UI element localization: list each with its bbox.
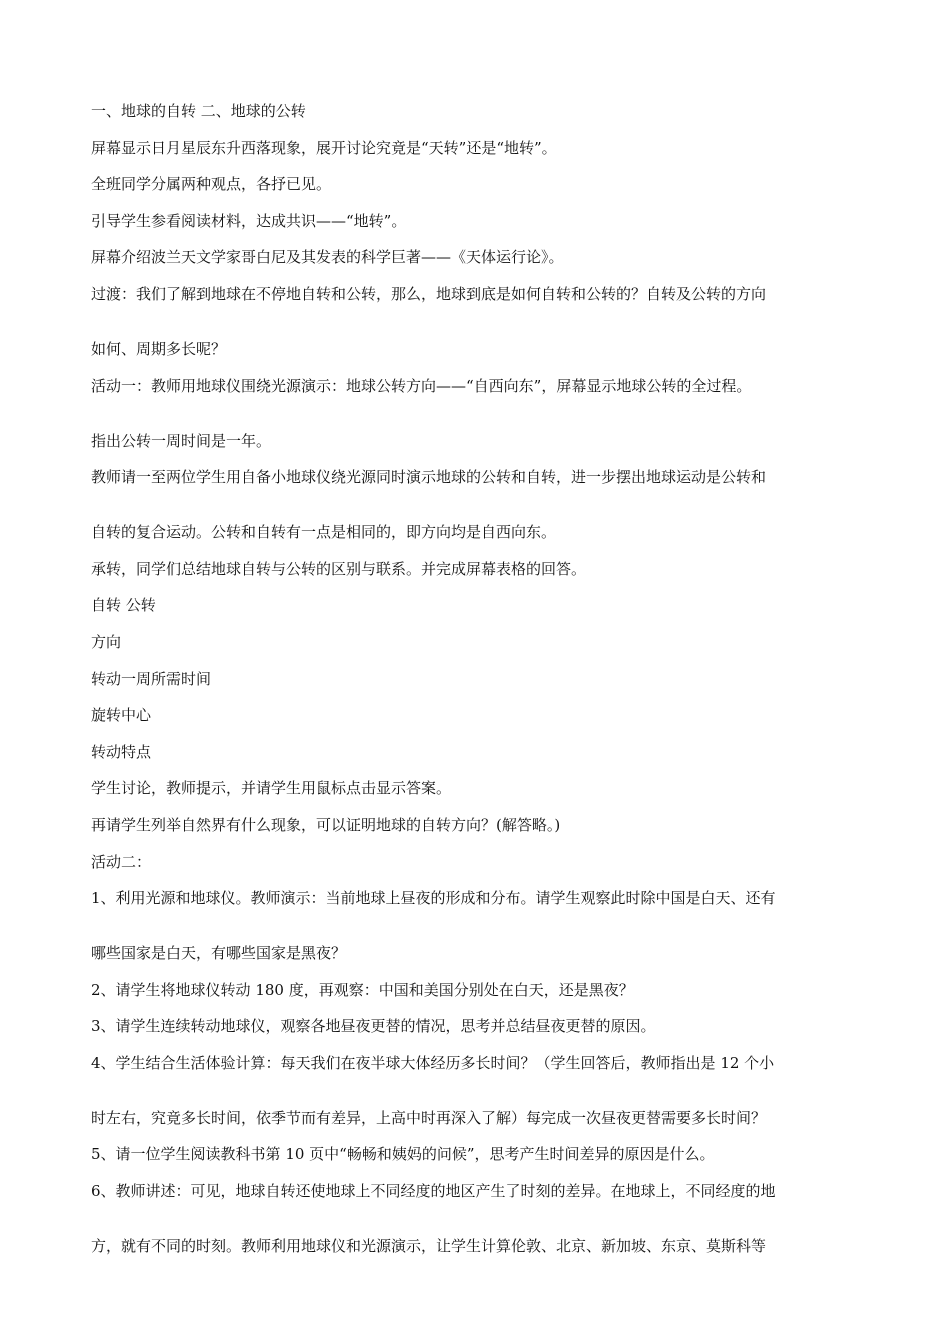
paragraph-continuation: 指出公转一周时间是一年。: [91, 431, 272, 450]
list-item-continuation: 哪些国家是白天，有哪些国家是黑夜？: [91, 944, 347, 963]
paragraph-continuation: 自转的复合运动。公转和自转有一点是相同的，即方向均是自西向东。: [91, 523, 557, 542]
list-item: 6、教师讲述：可见，地球自转还使地球上不同经度的地区产生了时刻的差异。在地球上，不同经度的地: [91, 1182, 776, 1201]
paragraph: 再请学生列举自然界有什么现象，可以证明地球的自转方向？(解答略。): [91, 815, 561, 834]
paragraph: 引导学生参看阅读材料，达成共识——“地转”。: [91, 211, 407, 230]
list-item: 4、学生结合生活体验计算：每天我们在夜半球大体经历多长时间？（学生回答后，教师指出是 12 个小: [91, 1053, 775, 1072]
paragraph: 屏幕显示日月星辰东升西落现象，展开讨论究竟是“天转”还是“地转”。: [91, 138, 557, 157]
list-item: 1、利用光源和地球仪。教师演示：当前地球上昼夜的形成和分布。请学生观察此时除中国是白天、还有: [91, 889, 776, 908]
table-header-row: 自转 公转: [91, 596, 156, 615]
paragraph-continuation: 如何、周期多长呢？: [91, 339, 227, 358]
list-item: 3、请学生连续转动地球仪，观察各地昼夜更替的情况，思考并总结昼夜更替的原因。: [91, 1017, 656, 1036]
table-row-label: 转动特点: [91, 742, 152, 761]
table-row-label: 方向: [91, 632, 122, 651]
list-item-continuation: 方，就有不同的时刻。教师利用地球仪和光源演示，让学生计算伦敦、北京、新加坡、东京、莫斯科等: [91, 1237, 767, 1256]
document-body: [91, 101, 863, 1273]
section-heading: 一、地球的自转 二、地球的公转: [91, 102, 306, 120]
paragraph: 承转，同学们总结地球自转与公转的区别与联系。并完成屏幕表格的回答。: [91, 559, 587, 578]
activity-heading: 活动二：: [91, 852, 152, 871]
list-item: 2、请学生将地球仪转动 180 度，再观察：中国和美国分别处在白天，还是黑夜？: [91, 980, 634, 999]
paragraph: 屏幕介绍波兰天文学家哥白尼及其发表的科学巨著——《天体运行论》。: [91, 248, 564, 267]
table-row-label: 旋转中心: [91, 706, 152, 725]
paragraph: 教师请一至两位学生用自备小地球仪绕光源同时演示地球的公转和自转，进一步摆出地球运动是公转和: [91, 468, 767, 487]
list-item: 5、请一位学生阅读教科书第 10 页中“畅畅和姨妈的问候”，思考产生时间差异的原因是什么。: [91, 1145, 715, 1164]
list-item-continuation: 时左右，究竟多长时间，依季节而有差异，上高中时再深入了解）每完成一次昼夜更替需要多长时间？: [91, 1108, 767, 1127]
paragraph: 学生讨论，教师提示，并请学生用鼠标点击显示答案。: [91, 779, 452, 798]
paragraph: 全班同学分属两种观点，各抒已见。: [91, 175, 332, 194]
paragraph: 活动一：教师用地球仪围绕光源演示：地球公转方向——“自西向东”，屏幕显示地球公转的全过程。: [91, 376, 752, 395]
table-row-label: 转动一周所需时间: [91, 669, 212, 688]
paragraph: 过渡：我们了解到地球在不停地自转和公转，那么，地球到底是如何自转和公转的？自转及公转的方向: [91, 284, 767, 303]
